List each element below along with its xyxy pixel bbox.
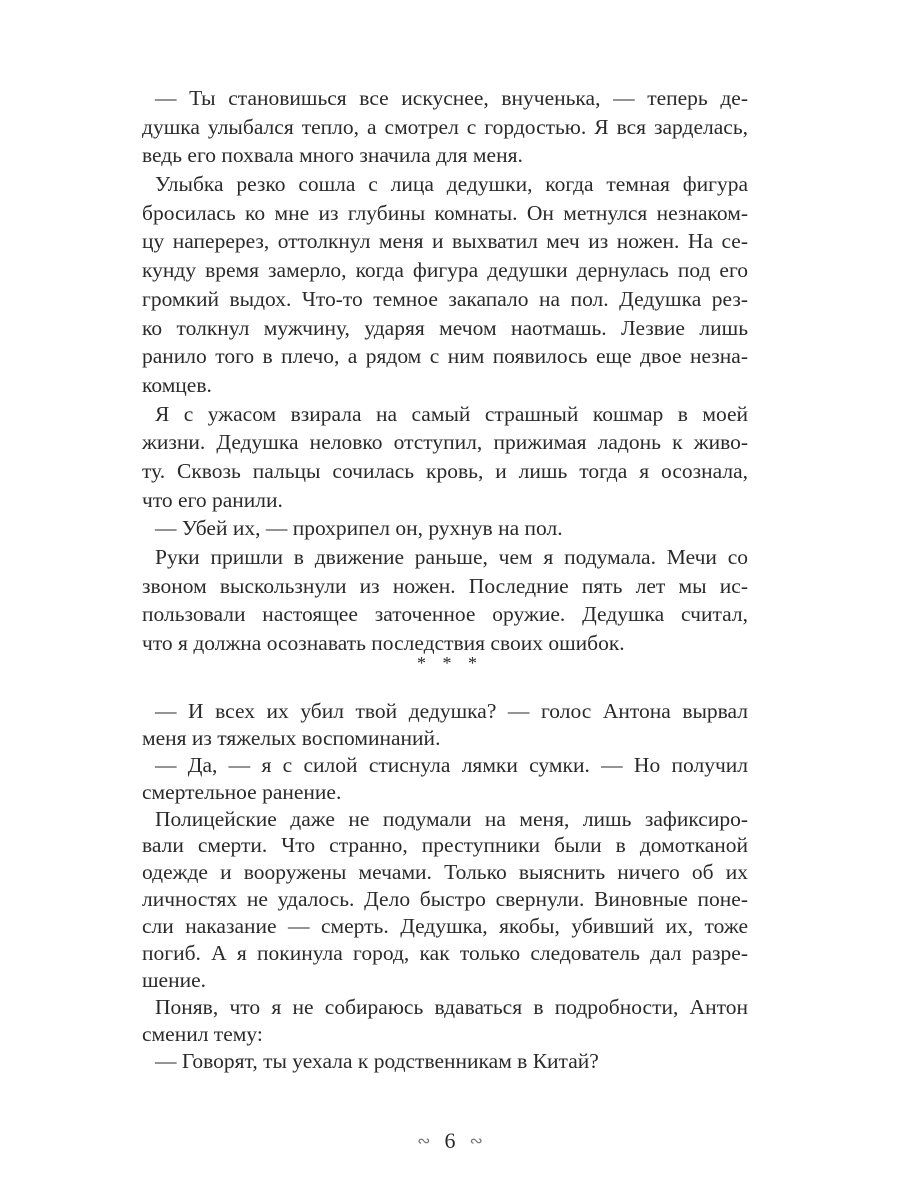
text-line: личностях не удалось. Дело быстро свернули. Виновные поне-: [142, 887, 748, 912]
text-line: звоном выскользнули из ножен. Последние пять лет мы ис-: [142, 573, 748, 598]
page-number: 6: [444, 1128, 456, 1153]
text-line: Я с ужасом взирала на самый страшный кошмар в моей: [155, 401, 748, 426]
text-line: сменил тему:: [142, 1021, 263, 1046]
text-section-2: [142, 698, 748, 1074]
text-line: — И всех их убил твой дедушка? — голос Антона вырвал: [155, 699, 748, 723]
text-line: — Говорят, ты уехала к родственникам в Китай?: [155, 1048, 599, 1073]
text-line: бросилась ко мне из глубины комнаты. Он метнулся незнаком-: [142, 200, 748, 225]
text-line: комцев.: [142, 372, 212, 397]
text-line: вали смерти. Что странно, преступники были в домотканой: [142, 833, 748, 858]
text-section-1: [142, 84, 748, 658]
text-line: Улыбка резко сошла с лица дедушки, когда темная фигура: [155, 172, 748, 197]
right-ornament-icon: ∾: [469, 1133, 483, 1150]
left-ornament-icon: ∾: [417, 1133, 431, 1150]
text-line: что его ранили.: [142, 487, 283, 512]
text-line: — Убей их, — прохрипел он, рухнув на пол.: [155, 516, 563, 541]
text-line: ведь его похвала много значила для меня.: [142, 143, 523, 168]
page-footer: [0, 1128, 900, 1154]
text-line: громкий выдох. Что-то темное закапало на пол. Дедушка рез-: [142, 286, 748, 311]
text-line: цу наперерез, оттолкнул меня и выхватил меч из ножен. На се-: [142, 229, 748, 254]
text-line: что я должна осознавать последствия своих ошибок.: [142, 631, 625, 656]
section-separator: * * *: [417, 653, 483, 673]
text-line: ко толкнул мужчину, ударяя мечом наотмашь. Лезвие лишь: [142, 315, 748, 340]
text-line: меня из тяжелых воспоминаний.: [142, 725, 441, 750]
text-line: — Да, — я с силой стиснула лямки сумки. — Но получил: [155, 752, 748, 777]
text-line: ту. Сквозь пальцы сочилась кровь, и лишь тогда я осознала,: [142, 458, 748, 483]
text-line: сли наказание — смерть. Дедушка, якобы, убивший их, тоже: [142, 914, 748, 939]
text-line: Руки пришли в движение раньше, чем я подумала. Мечи со: [155, 545, 748, 569]
text-line: одежде и вооружены мечами. Только выяснить ничего об их: [142, 860, 748, 885]
text-line: смертельное ранение.: [142, 779, 342, 804]
text-line: пользовали настоящее заточенное оружие. Дедушка считал,: [142, 602, 748, 627]
text-line: ранило того в плечо, а рядом с ним появилось еще двое незна-: [142, 344, 748, 369]
text-line: душка улыбался тепло, а смотрел с гордостью. Я вся зарделась,: [142, 114, 748, 139]
text-line: Поняв, что я не собираюсь вдаваться в подробности, Антон: [155, 994, 748, 1019]
text-line: погиб. А я покинула город, как только следователь дал разре-: [142, 941, 748, 966]
text-line: кунду время замерло, когда фигура дедушки дернулась под его: [142, 258, 748, 283]
text-line: — Ты становишься все искуснее, внученька, — теперь де-: [155, 86, 748, 110]
text-line: шение.: [142, 967, 207, 992]
text-line: жизни. Дедушка неловко отступил, прижимая ладонь к живо-: [142, 430, 748, 455]
text-line: Полицейские даже не подумали на меня, лишь зафиксиро-: [155, 806, 748, 831]
